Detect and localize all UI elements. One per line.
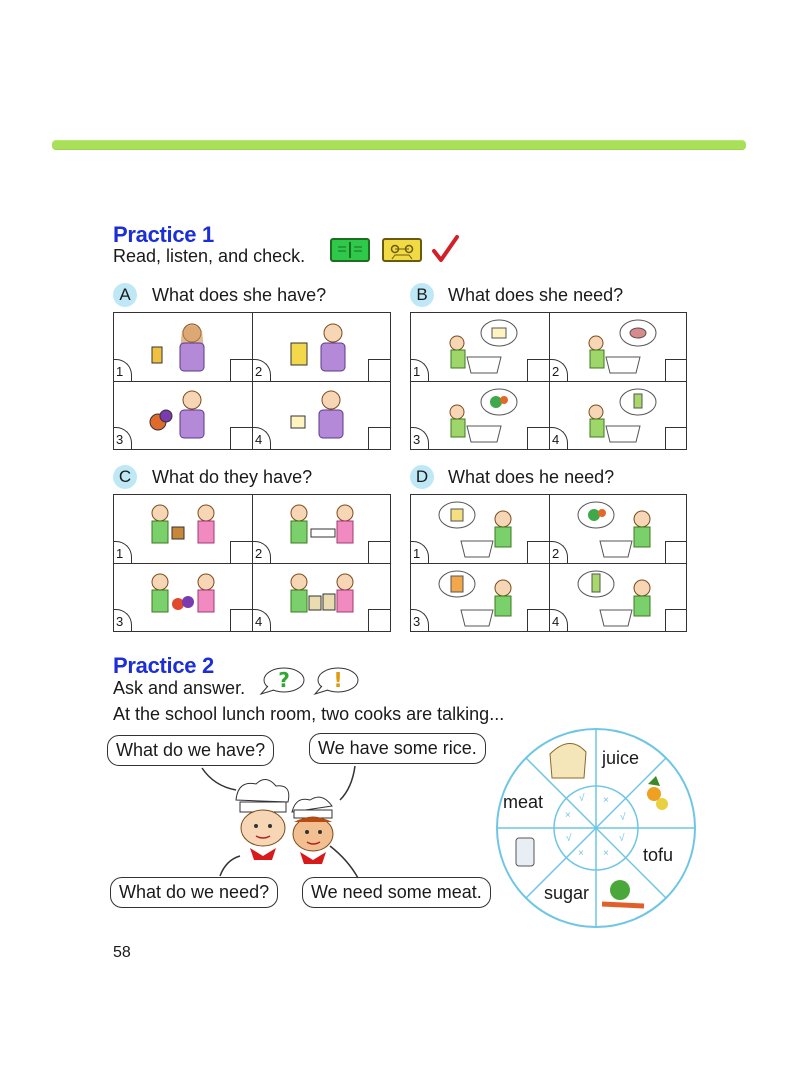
section-c-question: What do they have? [152,467,313,487]
cell-number: 2 [253,541,271,563]
section-d-letter: D [410,465,434,489]
cell-number: 4 [550,427,568,449]
practice2-context: At the school lunch room, two cooks are talking... [113,704,505,724]
cell-number: 1 [411,359,429,381]
checkmark-icon [430,234,460,264]
cell-number: 3 [114,427,132,449]
boy-cart-tofu-picture [433,499,525,561]
header-rule [52,141,746,149]
cell-a1 [114,313,252,381]
section-b-grid [410,312,687,450]
answer-checkbox[interactable] [665,541,687,563]
speech-bubble-a1: We have some rice. [309,733,486,764]
cell-number: 3 [411,609,429,631]
answer-checkbox[interactable] [368,609,390,631]
practice2-instruction: Ask and answer. [113,678,246,698]
answer-checkbox[interactable] [665,609,687,631]
cell-a3 [114,381,252,449]
wheel-label-meat: meat [503,792,544,812]
cell-number: 4 [253,427,271,449]
wheel-label-tofu: tofu [643,845,674,865]
section-a-grid [113,312,391,450]
answer-checkbox[interactable] [230,359,252,381]
cell-b3 [411,381,549,449]
speech-bubble-q2: What do we need? [110,877,278,908]
cell-number: 1 [411,541,429,563]
girl-with-tofu-picture [281,386,361,446]
cell-d1 [411,495,549,563]
answer-checkbox[interactable] [368,427,390,449]
boy-cart-cereal-picture [433,568,525,630]
answer-checkbox[interactable] [527,359,549,381]
section-d-question: What does he need? [448,467,615,487]
wheel-mark: × [603,795,609,806]
girl-cart-meat-picture [580,317,660,379]
wheel-mark: √ [566,833,572,844]
practice1-instruction: Read, listen, and check. [113,246,306,266]
girl-cart-juice-picture [580,386,660,448]
practice2-title: Practice 2 [113,653,214,678]
answer-checkbox[interactable] [665,427,687,449]
boy-girl-picture [277,568,369,630]
wheel-mark: √ [619,833,625,844]
cell-c3 [114,563,252,631]
cell-number: 4 [253,609,271,631]
section-c-letter: C [113,465,137,489]
wheel-mark: √ [620,812,626,823]
section-b-question: What does she need? [448,285,624,305]
girl-cart-vegetables-picture [441,386,521,448]
answer-checkbox[interactable] [230,541,252,563]
food-wheel [494,726,698,930]
girl-with-cereal-picture [281,319,361,379]
wheel-mark: × [603,848,609,859]
svg-text:!: ! [333,668,343,692]
girl-with-fruit-picture [142,386,222,446]
answer-checkbox[interactable] [665,359,687,381]
section-b-letter: B [410,283,434,307]
answer-checkbox[interactable] [368,359,390,381]
cell-b2 [549,313,687,381]
answer-checkbox[interactable] [527,609,549,631]
cell-b4 [549,381,687,449]
boy-girl-picture [277,499,369,561]
section-d-grid [410,494,687,632]
cell-number: 3 [114,609,132,631]
wheel-mark: √ [579,793,585,804]
wheel-mark: × [565,810,571,821]
boy-girl-picture [138,499,230,561]
speech-bubble-q1: What do we have? [107,735,274,766]
cell-d3 [411,563,549,631]
cell-b1 [411,313,549,381]
girl-with-juice-picture [142,319,222,379]
cell-number: 1 [114,359,132,381]
section-a-question: What does she have? [152,285,327,305]
practice1-title: Practice 1 [113,222,214,247]
wheel-mark: × [578,848,584,859]
boy-cart-vegetables-picture [572,499,664,561]
boy-girl-picture [138,568,230,630]
girl-cart-tofu-picture [441,317,521,379]
cassette-icon [382,238,422,262]
cooks-illustration [180,760,380,880]
answer-checkbox[interactable] [230,609,252,631]
cell-number: 3 [411,427,429,449]
answer-checkbox[interactable] [527,541,549,563]
page-number: 58 [113,944,131,961]
cell-d4 [549,563,687,631]
answer-checkbox[interactable] [368,541,390,563]
wheel-label-sugar: sugar [544,883,590,903]
cell-c2 [252,495,390,563]
cell-number: 1 [114,541,132,563]
section-c-grid [113,494,391,632]
cell-number: 4 [550,609,568,631]
speech-bubble-a2: We need some meat. [302,877,491,908]
rice-picture [550,743,586,778]
cell-number: 2 [253,359,271,381]
exclamation-bubble-icon [312,666,360,696]
svg-text:?: ? [278,668,290,692]
cell-a4 [252,381,390,449]
salt-picture [516,838,534,866]
answer-checkbox[interactable] [527,427,549,449]
cell-number: 2 [550,541,568,563]
cell-c4 [252,563,390,631]
book-icon [330,238,370,262]
cell-a2 [252,313,390,381]
wheel-label-juice: juice [602,748,640,768]
question-bubble-icon [258,666,306,696]
cell-number: 2 [550,359,568,381]
boy-cart-juice-picture [572,568,664,630]
cell-d2 [549,495,687,563]
section-a-letter: A [113,283,137,307]
cell-c1 [114,495,252,563]
answer-checkbox[interactable] [230,427,252,449]
